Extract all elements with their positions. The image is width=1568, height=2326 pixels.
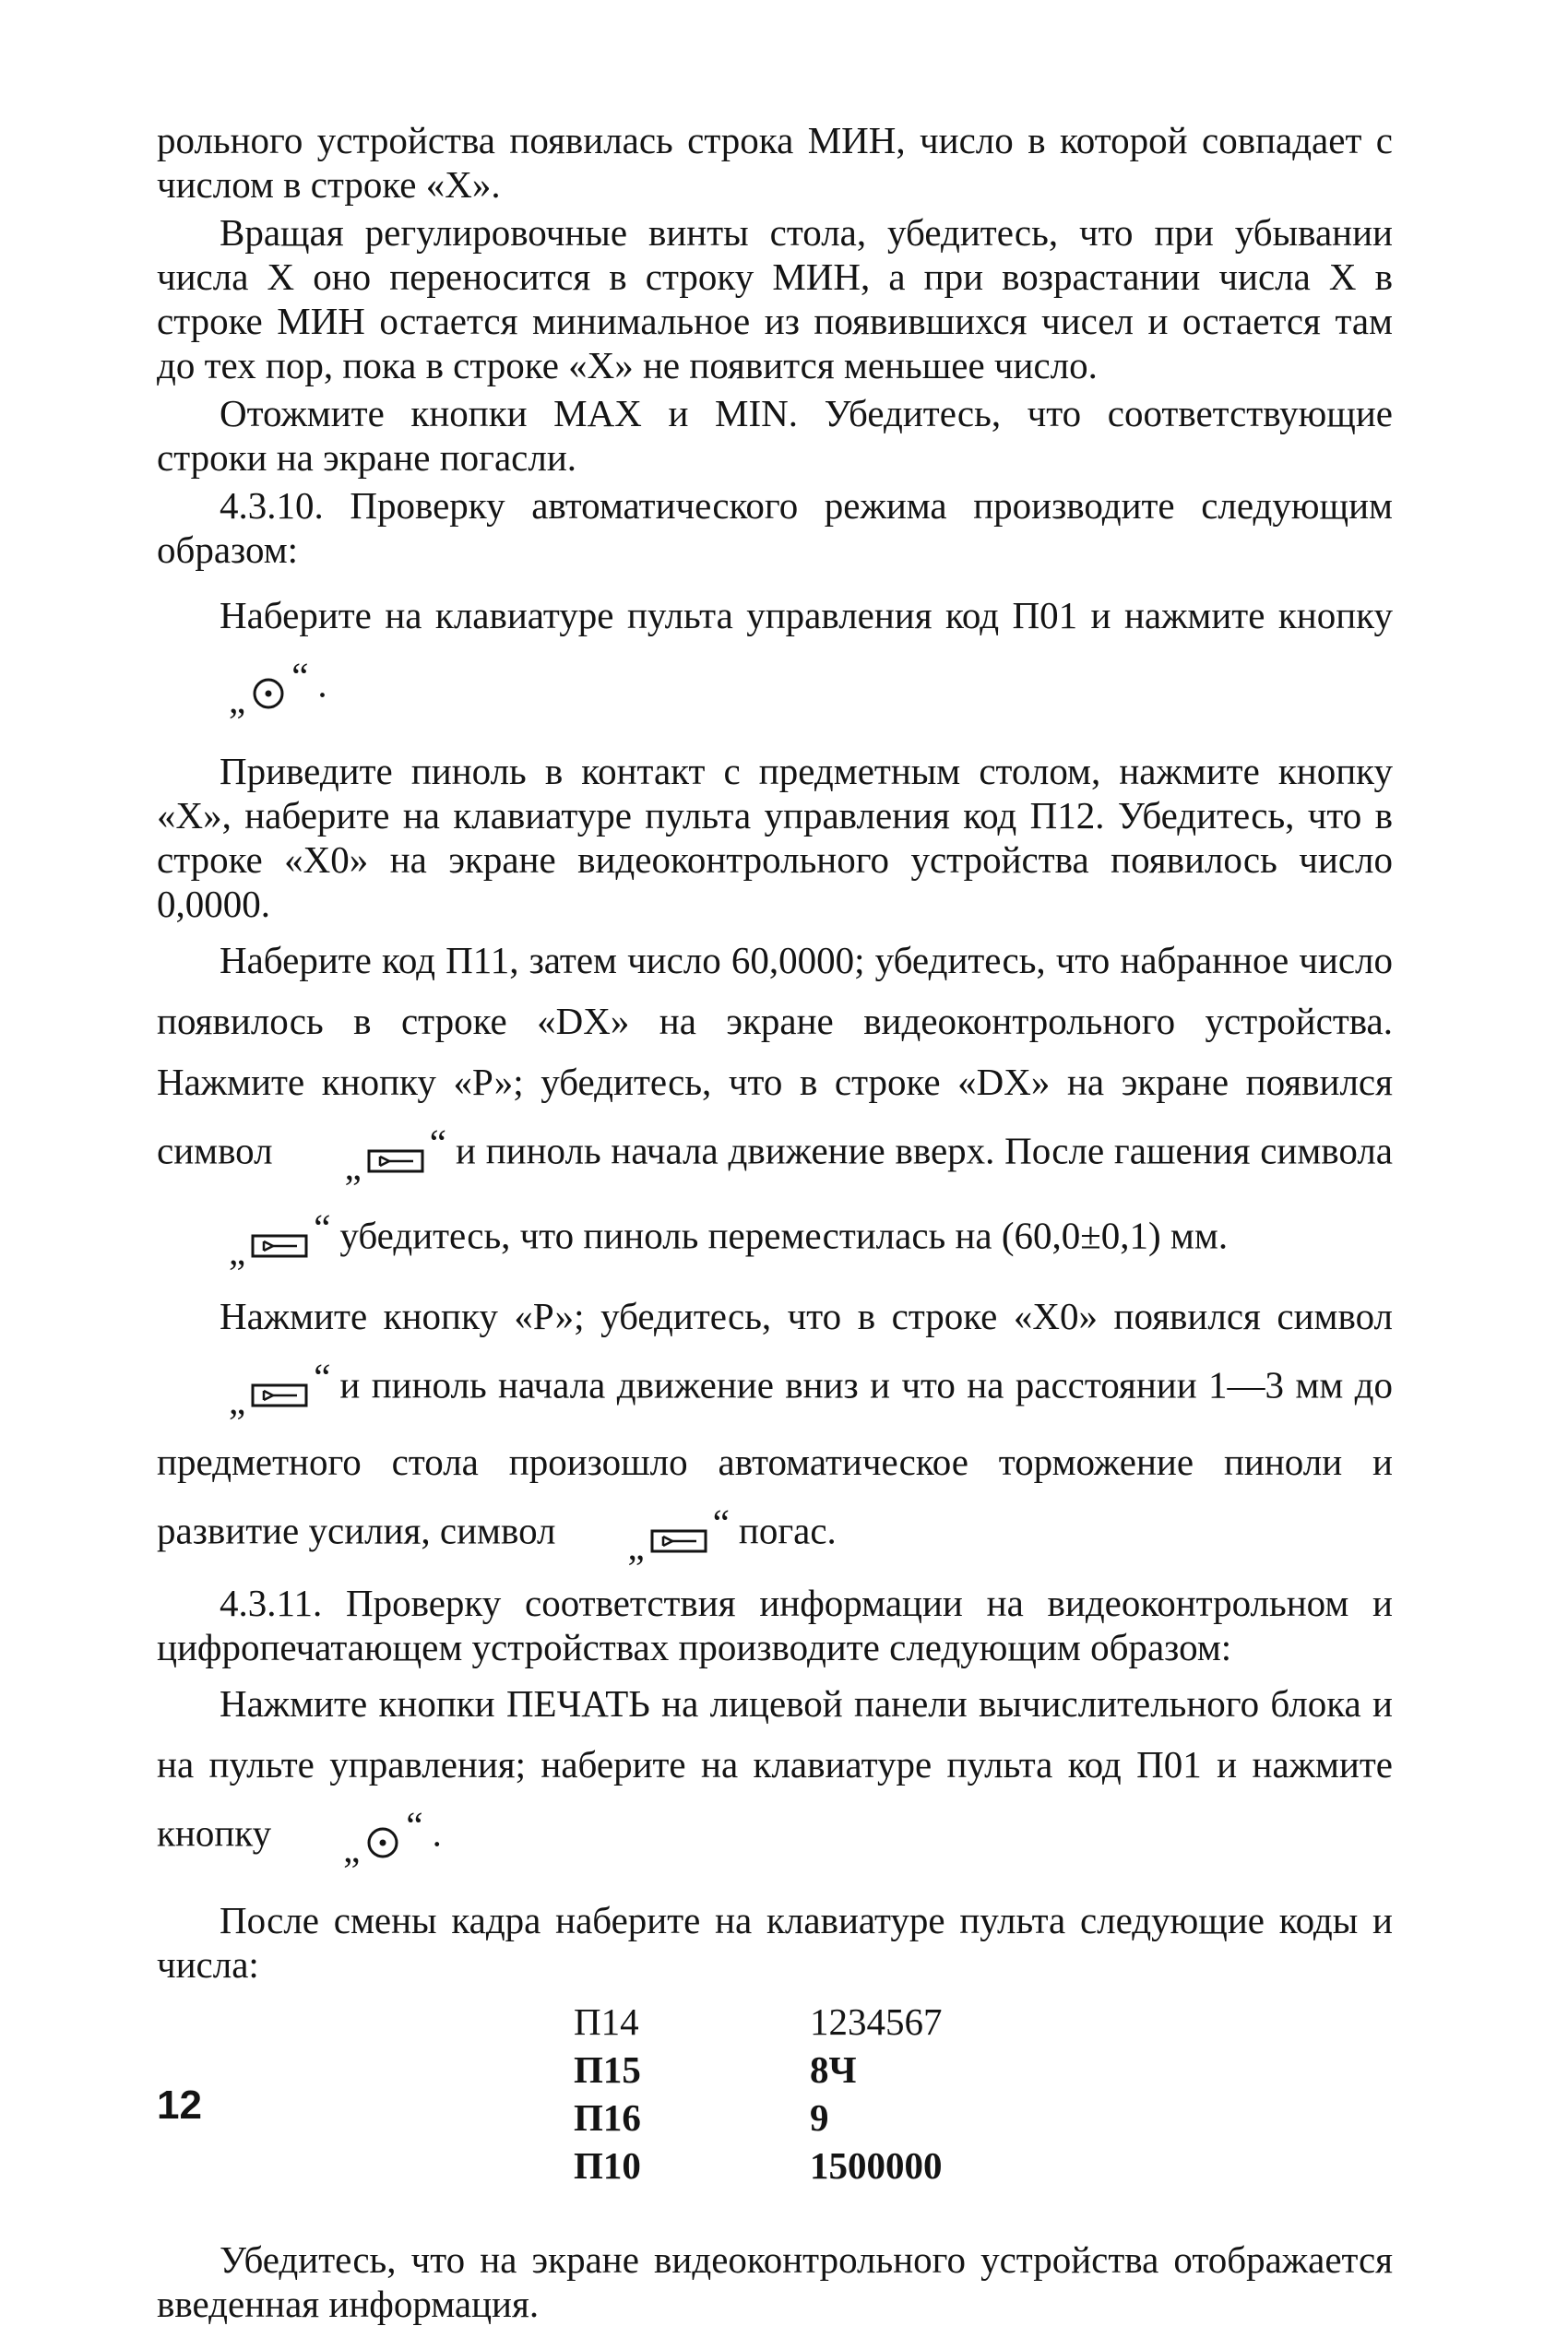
quote-close: “	[712, 1501, 730, 1544]
section-4-3-11-heading: 4.3.11. Проверку соответствия информации на видеоконтрольном и цифропечатающем устройствах производите следующим образом:	[157, 1582, 1393, 1668]
paragraph-release-buttons: Отожмите кнопки МАХ и MIN. Убедитесь, что соответствующие строки на экране погасли.	[157, 392, 1393, 479]
codes-table	[157, 1998, 943, 2190]
quote-close: “	[314, 1356, 331, 1398]
paragraph-code-p11	[157, 930, 1393, 1282]
paragraph-text: Наберите на клавиатуре пульта управления код П01 и нажмите кнопку	[220, 594, 1393, 636]
cursor-symbol	[166, 1197, 330, 1282]
quote-open: „	[229, 679, 246, 721]
quote-close: “	[406, 1804, 423, 1846]
value-cell: 9	[810, 2096, 829, 2139]
button-symbol	[166, 646, 308, 730]
table-row	[157, 1998, 943, 2046]
cursor-symbol-icon	[650, 1528, 707, 1554]
paragraph-continuation: рольного устройства появилась строка МИН, число в которой совпадает с числом в строке «Х».	[157, 119, 1393, 206]
code-cell: П15	[574, 2048, 641, 2091]
quote-open: „	[343, 1828, 361, 1870]
circle-dot-icon	[251, 676, 286, 711]
cursor-symbol-icon	[251, 1233, 308, 1259]
paragraph-text: Наберите код П11, затем число 60,0000; убедитесь, что набранное число появилось в строке «DX» на экране видеоконтрольного устройства. Нажмите кнопку «Р»; убедитесь, что в строке «DX» на экране появился символ	[157, 939, 1393, 1172]
cursor-symbol-icon	[367, 1148, 424, 1174]
value-cell: 8Ч	[810, 2048, 857, 2091]
quote-open: „	[229, 1380, 246, 1422]
paragraph-enter-code-p01	[157, 585, 1393, 730]
paragraph-text: и пиноль начала движение вверх. После гашения символа	[456, 1129, 1393, 1172]
code-cell: П14	[574, 2000, 639, 2043]
paragraph-contact-table: Приведите пиноль в контакт с предметным столом, нажмите кнопку «Х», наберите на клавиатуре пульта управления код П12. Убедитесь, что в строке «Х0» на экране видеоконтрольного устройства появилось число 0,0000.	[157, 750, 1393, 925]
paragraph-text: и пиноль начала движение вниз и что на расстоянии 1—3 мм до предметного стола произошло автоматическое торможение пиноли и развитие усилия, символ	[157, 1363, 1393, 1552]
quote-close: “	[429, 1121, 446, 1164]
cursor-symbol	[564, 1492, 729, 1577]
button-symbol	[280, 1795, 422, 1880]
section-4-3-10-heading: 4.3.10. Проверку автоматического режима производите следующим образом:	[157, 484, 1393, 571]
code-cell: П16	[574, 2096, 641, 2139]
paragraph-text: погас.	[738, 1509, 837, 1552]
paragraph-end: .	[432, 1811, 442, 1855]
quote-close: “	[314, 1206, 331, 1249]
code-cell: П10	[574, 2144, 641, 2187]
paragraph-press-p-down	[157, 1286, 1393, 1577]
paragraph-enter-codes: После смены кадра наберите на клавиатуре пульта следующие коды и числа:	[157, 1899, 1393, 1986]
quote-close: “	[291, 655, 309, 697]
cursor-symbol	[166, 1347, 330, 1431]
paragraph-text: убедитесь, что пиноль переместилась на (60,0±0,1) мм.	[339, 1214, 1229, 1257]
paragraph-end: .	[317, 662, 327, 706]
value-cell: 1500000	[810, 2144, 943, 2187]
value-cell: 1234567	[810, 2000, 943, 2043]
quote-open: „	[627, 1525, 645, 1568]
page-body	[157, 118, 1393, 2326]
circle-dot-icon	[365, 1825, 400, 1860]
table-row	[157, 2142, 943, 2190]
quote-open: „	[344, 1145, 362, 1188]
paragraph-text: Нажмите кнопки ПЕЧАТЬ на лицевой панели вычислительного блока и на пульте управления; наберите на клавиатуре пульта код П01 и нажмите кнопку	[157, 1682, 1393, 1855]
quote-open: „	[229, 1230, 246, 1273]
page-number: 12	[157, 2083, 202, 2128]
paragraph-text: Нажмите кнопку «Р»; убедитесь, что в строке «Х0» появился символ	[220, 1295, 1393, 1337]
paragraph-adjust-screws: Вращая регулировочные винты стола, убедитесь, что при убывании числа Х оно переносится в строку МИН, а при возрастании числа Х в строке МИН остается минимальное из появившихся чисел и остается там до тех пор, пока в строке «Х» не появится меньшее число.	[157, 211, 1393, 386]
paragraph-press-print	[157, 1673, 1393, 1880]
cursor-symbol-icon	[251, 1383, 308, 1408]
cursor-symbol	[282, 1112, 446, 1197]
paragraph-verify-display: Убедитесь, что на экране видеоконтрольного устройства отображается введенная информация.	[157, 2238, 1393, 2325]
table-row	[157, 2046, 943, 2094]
table-row	[157, 2094, 943, 2142]
